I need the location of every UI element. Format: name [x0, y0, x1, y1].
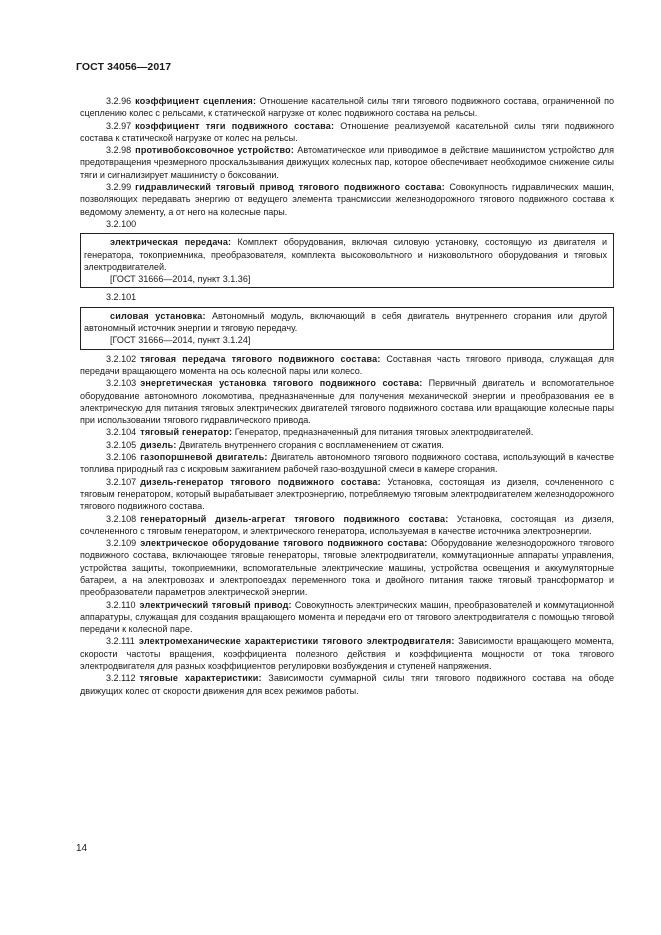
page-number: 14 — [76, 843, 88, 854]
entry-3-2-99: 3.2.99 гидравлический тяговый привод тягового подвижного состава: Совокупность гидравлических машин, позволяющих передавать энергию от ведущего элемента трансмиссии железнодорожного тягового подвижного состава к ведомому элементу, а от него на колесные пары. — [80, 182, 614, 217]
boxed-definition-text: электрическая передача: Комплект оборудования, включая силовую установку, состоящую из двигателя и генератора, токоприемника, преобразователя, комплекта высоковольтного и низковольтного оборудования и тяговых электродвигателей. — [84, 237, 607, 272]
entry-3-2-103: 3.2.103 энергетическая установка тягового подвижного состава: Первичный двигатель и вспомогательное оборудование автономного локомотива, предназначенные для получения механической энергии и преобразования ее в электрическую для питания тяговых электрических двигателей тягового подвижного состава или вращающие колесные пары при использовании тягового гидравлического привода. — [80, 378, 614, 426]
entry-3-2-105: 3.2.105 дизель: Двигатель внутреннего сгорания с воспламенением от сжатия. — [106, 439, 444, 450]
entry-3-2-112: 3.2.112 тяговые характеристики: Зависимости суммарной силы тяги тягового подвижного состава на ободе движущих колес от скорости движения для всех режимов работы. — [80, 673, 614, 696]
entry-3-2-98: 3.2.98 противобоксовочное устройство: Автоматическое или приводимое в действие машинистом устройство для предотвращения чрезмерного проскальзывания движущих колесных пар, которое обеспечивает необходимое снижение силы тяги и сигнализирует машинисту о боксовании. — [80, 145, 614, 180]
entry-number-3-2-100: 3.2.100 — [106, 218, 137, 229]
entry-3-2-107: 3.2.107 дизель-генератор тягового подвижного состава: Установка, состоящая из дизеля, сочлененного с тяговым генератором, который вырабатывает электроэнергию, потребляемую тяговым электродвигателем железнодорожного тягового подвижного состава. — [80, 476, 615, 512]
boxed-definition-3-2-101 — [80, 307, 614, 350]
entry-3-2-108: 3.2.108 генераторный дизель-агрегат тягового подвижного состава: Установка, состоящая из дизеля, сочлененного с тяговым генератором, и электрического генератора, используемая в качестве источника электроэнергии. — [80, 513, 615, 536]
entry-3-2-110: 3.2.110 электрический тяговый привод: Совокупность электрических машин, преобразователей и коммутационной аппаратуры, служащая для создания вращающего момента и передачи его от тягового электродвигателя с помощью тяговой передачи к колесной паре. — [80, 599, 614, 635]
boxed-definition-text: силовая установка: Автономный модуль, включающий в себя двигатель внутреннего сгорания или другой автономный источник энергии и тяговую передачу. — [84, 310, 608, 334]
document-header: ГОСТ 34056—2017 — [76, 61, 172, 73]
boxed-definition-3-2-100 — [80, 233, 614, 288]
entry-3-2-111: 3.2.111 электромеханические характеристики тягового электродвигателя: Зависимости вращающего момента, скорости частоты вращения, коэффициента полезного действия и коэффициента мощности от тока тягового электродвигателя для разных коэффициентов регулировки возбуждения и ступеней напряжения. — [80, 636, 615, 672]
entry-3-2-106: 3.2.106 газопоршневой двигатель: Двигатель автономного тягового подвижного состава, использующий в качестве топлива природный газ с искровым зажиганием рабочей газо-воздушной смеси в камере сгорания. — [80, 452, 614, 475]
entry-3-2-109: 3.2.109 электрическое оборудование тягового подвижного состава: Оборудование железнодорожного тягового подвижного состава, включающее тяговые генераторы, тяговые электродвигатели, коммутационные аппараты управления, устройства защиты, токоприемники, вспомогательные электрические машины, устройства освещения и аккумуляторные батареи, а на электровозах и электропоездах переменного тока и двойного питания также тяговый трансформатор и преобразователи параметров электрической энергии. — [80, 538, 614, 598]
document-body — [80, 95, 614, 697]
entry-3-2-97: 3.2.97 коэффициент тяги подвижного состава: Отношение реализуемой касательной силы тяги подвижного состава к статической нагрузке от колес на рельсы. — [80, 120, 614, 143]
entry-3-2-96: 3.2.96 коэффициент сцепления: Отношение касательной силы тяги тягового подвижного состава, ограниченной по сцеплению колес с рельсами, к статической нагрузке от колес подвижного состава на рельсы. — [80, 96, 614, 119]
source-reference: [ГОСТ 31666—2014, пункт 3.1.24] — [110, 335, 251, 346]
entry-3-2-104: 3.2.104 тяговый генератор: Генератор, предназначенный для питания тяговых электродвигателей. — [106, 427, 534, 438]
entry-number-3-2-101: 3.2.101 — [106, 292, 137, 303]
source-reference: [ГОСТ 31666—2014, пункт 3.1.36] — [110, 274, 251, 285]
entry-3-2-102: 3.2.102 тяговая передача тягового подвижного состава: Составная часть тягового привода, служащая для передачи вращающего момента на ось колесной пары или колесо. — [80, 353, 614, 376]
